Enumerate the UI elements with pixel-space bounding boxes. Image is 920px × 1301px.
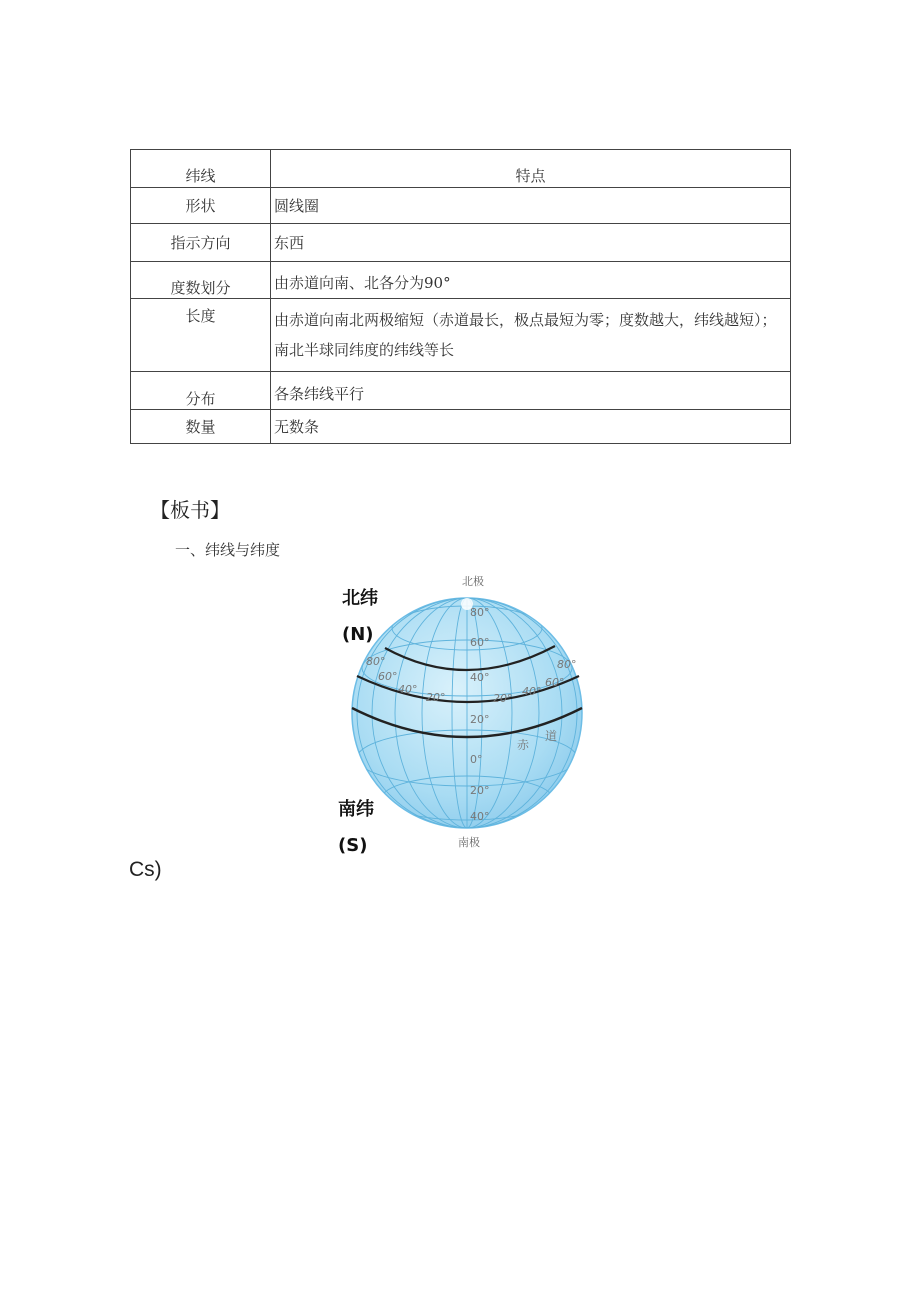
- lat-label: 40°: [470, 671, 490, 684]
- lon-label: 80°: [557, 658, 577, 671]
- row-value: 由赤道向南北两极缩短（赤道最长，极点最短为零；度数越大，纬线越短）；南北半球同纬度的纬线等长: [271, 299, 791, 372]
- row-label: 度数划分: [131, 262, 271, 299]
- table-row: [131, 262, 791, 299]
- south-latitude-label: 南纬: [338, 799, 374, 820]
- latitude-labels: [470, 606, 490, 823]
- subheading: 一、纬线与纬度: [175, 541, 281, 559]
- table-row: [131, 188, 791, 224]
- table-row: [131, 224, 791, 262]
- row-label: 指示方向: [131, 224, 271, 262]
- lat-label: 20°: [470, 784, 490, 797]
- figure-caption: Cs): [129, 858, 162, 881]
- south-pole-label: 南极: [458, 836, 480, 849]
- north-latitude-label: 北纬: [342, 588, 378, 609]
- row-value: 由赤道向南、北各分为90°: [271, 262, 791, 299]
- globe-figure: [330, 568, 590, 858]
- table-row: [131, 372, 791, 410]
- table-header-row: [131, 150, 791, 188]
- header-features: 特点: [271, 150, 791, 188]
- north-pole-label: 北极: [462, 575, 484, 588]
- section-title: 【板书】: [150, 498, 230, 522]
- row-value: 东西: [271, 224, 791, 262]
- lon-label: 40°: [398, 683, 418, 696]
- south-abbr-label: (S): [338, 835, 368, 856]
- lon-label: 40°: [522, 685, 542, 698]
- row-label: 形状: [131, 188, 271, 224]
- north-abbr-label: (N): [342, 624, 374, 645]
- lon-label: 60°: [378, 670, 398, 683]
- row-value: 圆线圈: [271, 188, 791, 224]
- lon-label: 60°: [545, 676, 565, 689]
- lat-label: 60°: [470, 636, 490, 649]
- row-value: 各条纬线平行: [271, 372, 791, 410]
- table-row: [131, 410, 791, 444]
- lat-label: 0°: [470, 753, 483, 766]
- header-latitude: 纬线: [131, 150, 271, 188]
- lat-label: 20°: [470, 713, 490, 726]
- row-label: 数量: [131, 410, 271, 444]
- equator-char: 道: [545, 729, 558, 743]
- lon-label: 80°: [366, 655, 386, 668]
- equator-char: 赤: [517, 738, 530, 752]
- lon-label: 20°: [426, 691, 446, 704]
- lon-label: 20°: [493, 692, 513, 705]
- latitude-features-table: [130, 149, 791, 444]
- row-label: 长度: [131, 299, 271, 372]
- lat-label: 80°: [470, 606, 490, 619]
- table-row: [131, 299, 791, 372]
- lat-label: 40°: [470, 810, 490, 823]
- row-value: 无数条: [271, 410, 791, 444]
- row-label: 分布: [131, 372, 271, 410]
- globe-illustration: [330, 568, 590, 858]
